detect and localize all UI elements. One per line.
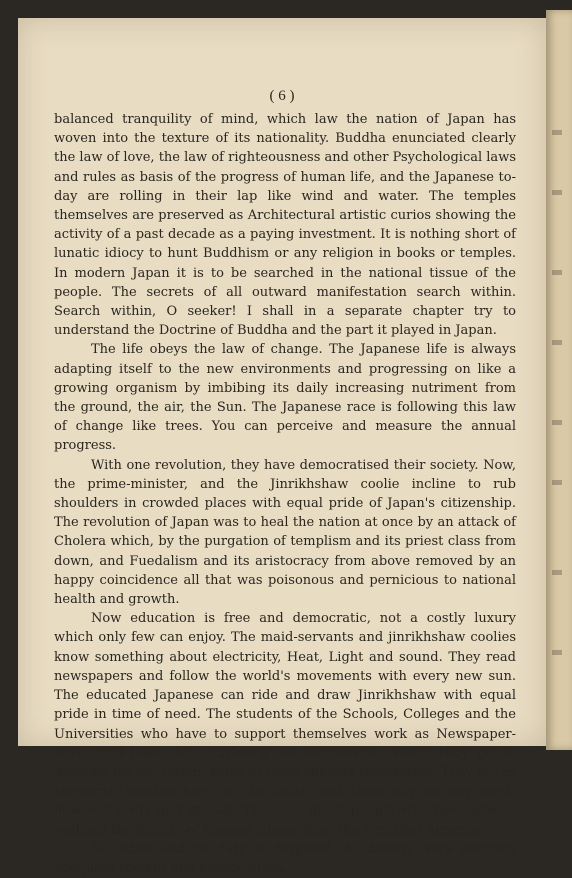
paragraph-4: Now education is free and democratic, not a costly luxury which only few can enjoy. The maid-servants and jinrikhshaw coolies know something about electricity, Heat, Light and sound. They read newspapers and follow the world's movements with every new sun. The educated Japanese can ride and draw Jinrikhshaw with equal pride in time of need. The students of the Schools, Colleges and the Universities who have to support themselves work as Newspaper-boys, milk-boys, &c., suffering no humiliation. When they go to America for education, many of them support themselves. They act as stewards, waiting boys on the table, and cheerfully do any work, however lowly and menial. They are great people who have atonce realised the dignity of manual labour from the Practical America.	[54, 611, 516, 838]
paper-sheet	[18, 18, 546, 876]
bleed-through-mark	[552, 480, 562, 485]
bleed-through-mark	[552, 340, 562, 345]
paragraph-2: The life obeys the law of change. The Japanese life is always adapting itself to the new environments and progressing on like a growing organism by imbibing its daily increasing nutriment from the ground, the air, the Sun. The Japanese race is following this law of change like trees. You can perceive and measure the annual progress.	[54, 342, 516, 454]
bleed-through-mark	[552, 190, 562, 195]
bleed-through-mark	[552, 420, 562, 425]
bleed-through-mark	[552, 130, 562, 135]
page-number: ( 6 )	[269, 88, 295, 104]
bleed-through-mark	[552, 650, 562, 655]
paragraph-3: With one revolution, they have democratised their society. Now, the prime-minister, and the Jinrikhshaw coolie incline to rub shoulders in crowded places with equal pride of Japan's citizenship. The revolution of Japan was to heal the nation at once by an attack of Cholera which, by the purgation of templism and its priest class from down, and Fuedalism and its aristocracy from above removed by an happy coincidence all that was poisonous and pernicious to national health and growth.	[54, 457, 516, 608]
bleed-through-mark	[552, 570, 562, 575]
bleed-through-mark	[552, 270, 562, 275]
body-text	[54, 110, 516, 878]
adjacent-page-edge	[546, 10, 572, 750]
paragraph-1: balanced tranquility of mind, which law the nation of Japan has woven into the texture of its nationality. Buddha enunciated clearly the law of love, the law of righteousness and other Psychological laws and rules as basis of the progress of human life, and the Japanese to-day are rolling in their lap like wind and water. The temples themselves are preserved as Architectural artistic curios showing the activity of a past decade as a paying investment. It is nothing short of lunatic idiocy to hunt Buddhism or any religion in books or temples. In modern Japan it is to be searched in the national tissue of the people. The secrets of all outward manifestation search within. Search within, O seeker! I shall in a separate chapter try to understand the Doctrine of Buddha and the part it played in Japan.	[54, 112, 516, 339]
paragraph-5: No labor and no duty is despised. All honest work receives adequate reward and appreciation.	[54, 841, 516, 876]
